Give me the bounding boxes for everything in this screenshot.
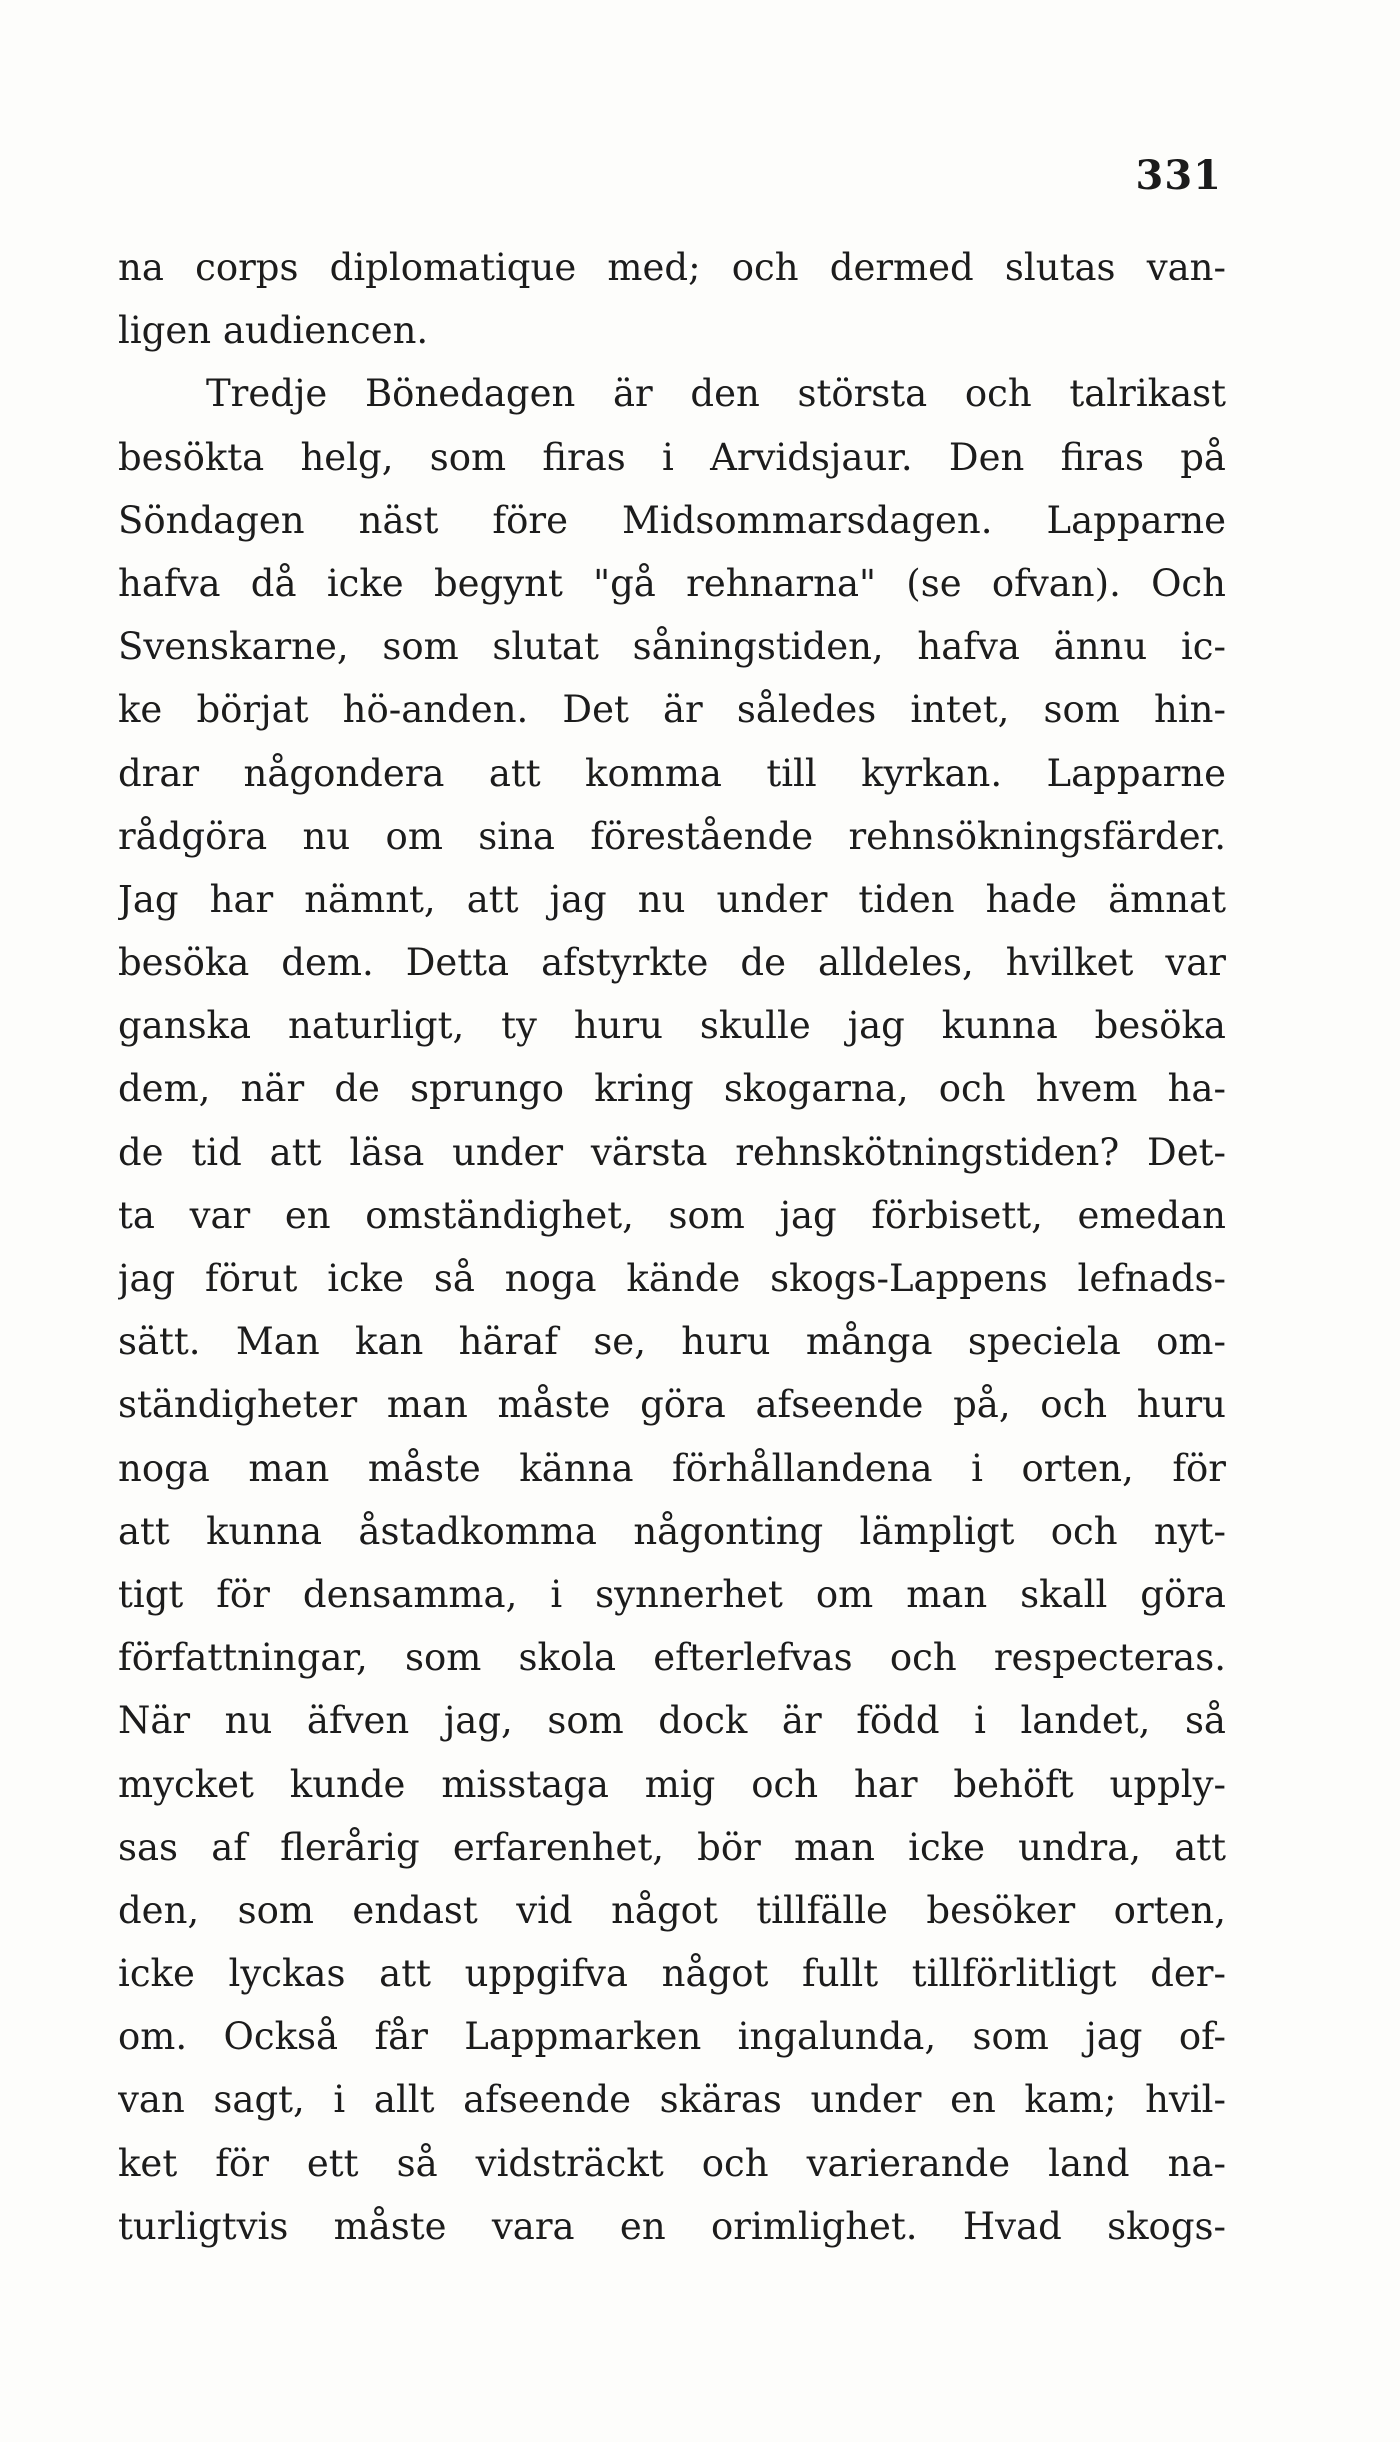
text-line: ganska naturligt, ty huru skulle jag kunna besöka <box>118 1004 1226 1048</box>
text-line: ta var en omständighet, som jag förbisett, emedan <box>118 1193 1226 1237</box>
text-line: den, som endast vid något tillfälle besöker orten, <box>118 1888 1226 1932</box>
text-line: de tid att läsa under värsta rehnskötningstiden? Det- <box>118 1130 1226 1174</box>
text-line: drar någondera att komma till kyrkan. Lapparne <box>118 751 1226 795</box>
text-line: na corps diplomatique med; och dermed slutas van- <box>118 246 1226 289</box>
text-line: om. Också får Lappmarken ingalunda, som jag of- <box>118 2015 1226 2059</box>
text-line: författningar, som skola efterlefvas och respecteras. <box>118 1636 1226 1680</box>
text-line: besöka dem. Detta afstyrkte de alldeles, hvilket var <box>118 941 1226 985</box>
text-line: att kunna åstadkomma någonting lämpligt och nyt- <box>118 1509 1226 1553</box>
text-line: ständigheter man måste göra afseende på, och huru <box>118 1383 1226 1427</box>
text-line: mycket kunde misstaga mig och har behöft upply- <box>118 1762 1226 1806</box>
text-line: dem, när de sprungo kring skogarna, och hvem ha- <box>118 1067 1226 1111</box>
page-number: 331 <box>1135 152 1222 199</box>
text-line: ke börjat hö-anden. Det är således intet, som hin- <box>118 688 1226 732</box>
text-line: Tredje Bönedagen är den största och talrikast <box>206 372 1226 416</box>
text-line: sas af flerårig erfarenhet, bör man icke undra, att <box>118 1825 1226 1869</box>
text-line: Jag har nämnt, att jag nu under tiden hade ämnat <box>118 877 1226 921</box>
text-line: ket för ett så vidsträckt och varierande land na- <box>118 2141 1226 2185</box>
text-line: noga man måste känna förhållandena i orten, för <box>118 1446 1226 1490</box>
text-line: tigt för densamma, i synnerhet om man skall göra <box>118 1572 1226 1616</box>
text-line: rådgöra nu om sina förestående rehnsökningsfärder. <box>118 814 1226 858</box>
body-text <box>118 236 1226 2258</box>
text-line: turligtvis måste vara en orimlighet. Hvad skogs- <box>118 2204 1226 2248</box>
text-line: jag förut icke så noga kände skogs-Lappens lefnads- <box>118 1257 1226 1300</box>
text-line: besökta helg, som firas i Arvidsjaur. Den firas på <box>118 435 1226 479</box>
text-line: Svenskarne, som slutat såningstiden, hafva ännu ic- <box>118 625 1226 669</box>
text-line: hafva då icke begynt "gå rehnarna" (se ofvan). Och <box>118 561 1226 605</box>
text-line: icke lyckas att uppgifva något fullt tillförlitligt der- <box>118 1952 1226 1996</box>
text-line: sätt. Man kan häraf se, huru många speciela om- <box>118 1320 1226 1364</box>
text-line: ligen audiencen. <box>118 309 429 353</box>
text-line: van sagt, i allt afseende skäras under en kam; hvil- <box>118 2078 1226 2122</box>
text-line: När nu äfven jag, som dock är född i landet, så <box>118 1699 1226 1743</box>
text-line: Söndagen näst före Midsommarsdagen. Lapparne <box>118 498 1226 542</box>
